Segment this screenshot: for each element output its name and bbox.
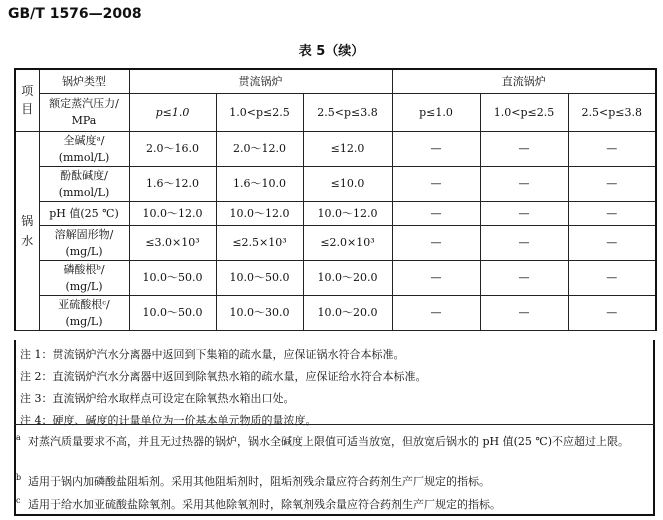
- value-cell: 10.0～12.0: [303, 201, 392, 225]
- standard-number: GB/T 1576—2008: [8, 6, 142, 22]
- table-row: [15, 225, 656, 260]
- value-cell: —: [480, 225, 568, 260]
- value-cell: 10.0～20.0: [303, 260, 392, 295]
- param-cell: 磷酸根ᵇ/ (mg/L): [39, 260, 129, 295]
- value-cell: ≤10.0: [303, 166, 392, 201]
- value-cell: 1.6～12.0: [129, 166, 216, 201]
- value-cell: —: [480, 201, 568, 225]
- pressure-range: 1.0<p≤2.5: [216, 93, 303, 131]
- item-header: 项 目: [15, 69, 39, 131]
- boiler-type-header: 锅炉类型: [39, 69, 129, 93]
- param-cell: 亚硫酸根ᶜ/ (mg/L): [39, 295, 129, 330]
- value-cell: —: [480, 131, 568, 166]
- water-quality-table: [14, 68, 657, 331]
- pressure-header: 额定蒸汽压力/ MPa: [39, 93, 129, 131]
- param-cell: 酚酞碱度/ (mmol/L): [39, 166, 129, 201]
- value-cell: —: [568, 260, 656, 295]
- note-4: 注 4：硬度、碱度的计量单位为一价基本单元物质的量浓度。: [20, 414, 317, 427]
- value-cell: 10.0～50.0: [129, 260, 216, 295]
- value-cell: —: [392, 166, 480, 201]
- value-cell: 10.0～50.0: [216, 260, 303, 295]
- footnote-c: c 适用于给水加亚硫酸盐除氧剂。采用其他除氧剂时，除氧剂残余量应符合药剂生产厂规定的指标。: [16, 496, 501, 511]
- param-cell: 全碱度ᵃ/ (mmol/L): [39, 131, 129, 166]
- note-1: 注 1：贯流锅炉汽水分离器中返回到下集箱的疏水量，应保证锅水符合本标准。: [20, 348, 405, 361]
- value-cell: 10.0～12.0: [129, 201, 216, 225]
- value-cell: 10.0～12.0: [216, 201, 303, 225]
- value-cell: ≤3.0×10³: [129, 225, 216, 260]
- group-header-once-through-flow: 贯流锅炉: [129, 69, 392, 93]
- note-3: 注 3：直流锅炉给水取样点可设定在除氧热水箱出口处。: [20, 392, 295, 405]
- note-2: 注 2：直流锅炉汽水分离器中返回到除氧热水箱的疏水量，应保证给水符合本标准。: [20, 370, 427, 383]
- table-title: 表 5（续）: [298, 44, 365, 59]
- table-row: [15, 260, 656, 295]
- param-cell: 溶解固形物/ (mg/L): [39, 225, 129, 260]
- value-cell: —: [392, 201, 480, 225]
- value-cell: ≤2.5×10³: [216, 225, 303, 260]
- value-cell: —: [568, 131, 656, 166]
- footnote-a: a 对蒸汽质量要求不高，并且无过热器的锅炉，锅水全碱度上限值可适当放宽，但放宽后锅水的 pH 值(25 ℃)不应超过上限。: [16, 433, 630, 448]
- table-row: [15, 166, 656, 201]
- value-cell: 1.6～10.0: [216, 166, 303, 201]
- value-cell: —: [392, 295, 480, 330]
- table-row: [15, 201, 656, 225]
- value-cell: —: [392, 225, 480, 260]
- value-cell: ≤12.0: [303, 131, 392, 166]
- value-cell: 2.0～12.0: [216, 131, 303, 166]
- pressure-range: p≤1.0: [129, 93, 216, 131]
- value-cell: —: [392, 131, 480, 166]
- group-header-once-through: 直流锅炉: [392, 69, 656, 93]
- pressure-range: 1.0<p≤2.5: [480, 93, 568, 131]
- table-row: [15, 131, 656, 166]
- value-cell: —: [568, 201, 656, 225]
- value-cell: —: [480, 260, 568, 295]
- value-cell: 2.0～16.0: [129, 131, 216, 166]
- value-cell: —: [480, 295, 568, 330]
- param-cell: pH 值(25 ℃): [39, 201, 129, 225]
- footnote-b: b 适用于锅内加磷酸盐阻垢剂。采用其他阻垢剂时，阻垢剂残余量应符合药剂生产厂规定的指标。: [16, 473, 490, 488]
- notes-separator: [14, 424, 655, 425]
- pressure-range: 2.5<p≤3.8: [303, 93, 392, 131]
- value-cell: —: [392, 260, 480, 295]
- value-cell: —: [568, 225, 656, 260]
- value-cell: —: [568, 166, 656, 201]
- value-cell: 10.0～20.0: [303, 295, 392, 330]
- value-cell: —: [568, 295, 656, 330]
- value-cell: ≤2.0×10³: [303, 225, 392, 260]
- table-row: [15, 295, 656, 330]
- value-cell: 10.0～30.0: [216, 295, 303, 330]
- value-cell: —: [480, 166, 568, 201]
- pressure-range: p≤1.0: [392, 93, 480, 131]
- section-label-boiler-water: 锅 水: [15, 131, 39, 330]
- value-cell: 10.0～50.0: [129, 295, 216, 330]
- pressure-range: 2.5<p≤3.8: [568, 93, 656, 131]
